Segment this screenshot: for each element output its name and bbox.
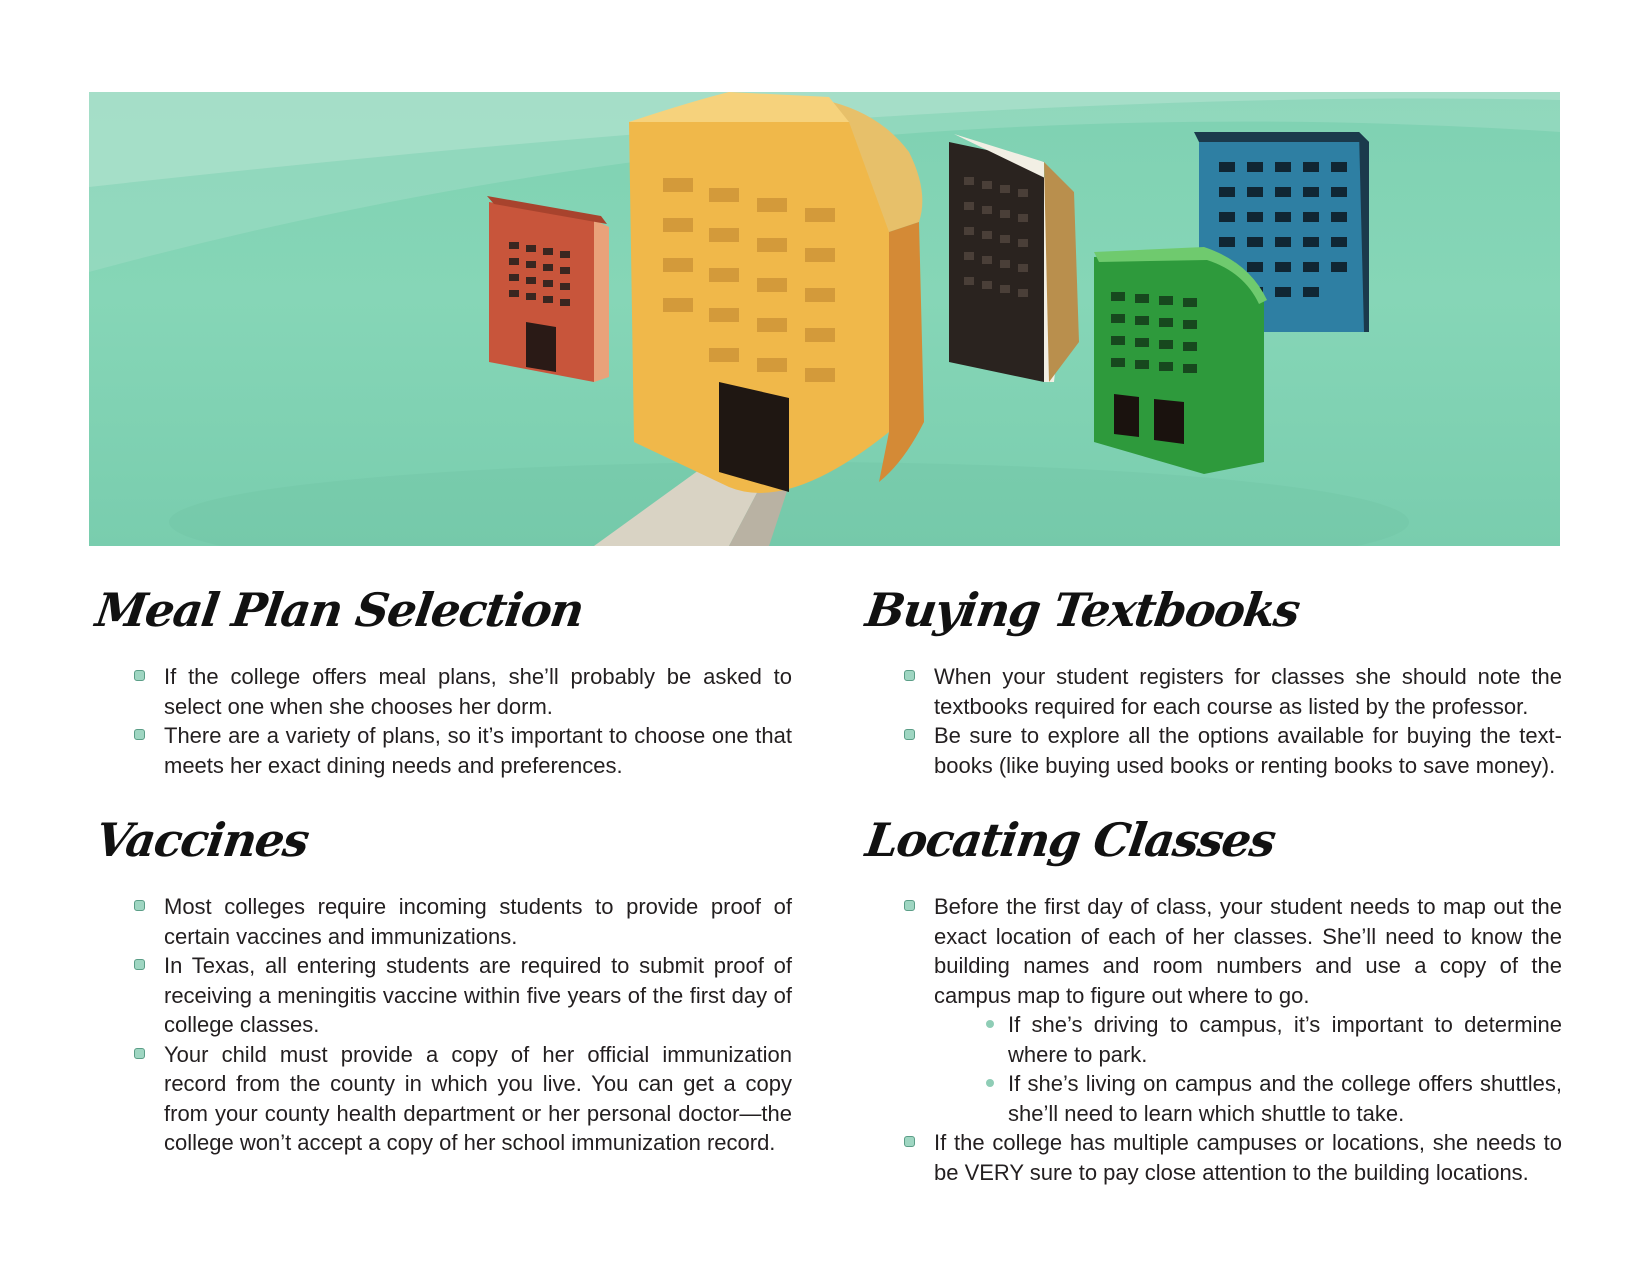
sub-list-item: If she’s driving to campus, it’s important to determine where to park. bbox=[1008, 1010, 1562, 1069]
list-item-text: Before the first day of class, your student needs to map out the exact location of each of her classes. She’ll need to know the building names and room numbers and use a copy of the campus map to figure out where to go. bbox=[934, 894, 1562, 1008]
list-item: If the college has multiple campuses or locations, she needs to be VERY sure to pay close attention to the building locations. bbox=[934, 1128, 1562, 1187]
locating-classes-heading: Locating Classes bbox=[862, 813, 1279, 867]
green-book-building bbox=[1094, 247, 1267, 474]
list-item: When your student registers for classes she should note the textbooks required for each course as listed by the professor. bbox=[934, 662, 1562, 721]
list-item: Most colleges require incoming students to provide proof of certain vaccines and immunizations. bbox=[164, 892, 792, 951]
list-item: Your child must provide a copy of her official immunization record from the county in which you live. You can get a copy from your county health department or her personal doctor—the college won’t accept a copy of her school immunization record. bbox=[164, 1040, 792, 1158]
left-column bbox=[92, 580, 792, 1188]
right-column bbox=[862, 580, 1562, 1217]
meal-plan-list bbox=[92, 662, 792, 780]
black-book-building bbox=[949, 134, 1079, 382]
book-buildings-illustration bbox=[89, 92, 1560, 546]
vaccines-list bbox=[92, 892, 792, 1158]
locating-classes-list bbox=[862, 892, 1562, 1187]
list-item: There are a variety of plans, so it’s important to choose one that meets her exact dining needs and preferences. bbox=[164, 721, 792, 780]
hero-illustration bbox=[89, 92, 1560, 546]
yellow-book-building bbox=[629, 92, 924, 493]
textbooks-section bbox=[862, 580, 1562, 780]
locating-classes-section bbox=[862, 810, 1562, 1187]
sub-list-item: If she’s living on campus and the college offers shuttles, she’ll need to learn which shuttle to take. bbox=[1008, 1069, 1562, 1128]
vaccines-section bbox=[92, 810, 792, 1158]
vaccines-heading: Vaccines bbox=[92, 813, 312, 867]
list-item: Be sure to explore all the options available for buying the textbooks (like buying used books or renting books to save money). bbox=[934, 721, 1562, 780]
list-item bbox=[934, 892, 1562, 1128]
textbooks-heading: Buying Textbooks bbox=[862, 583, 1303, 637]
list-item: If the college offers meal plans, she’ll probably be asked to select one when she chooses her dorm. bbox=[164, 662, 792, 721]
meal-plan-heading: Meal Plan Selection bbox=[92, 583, 587, 637]
sub-list bbox=[934, 1010, 1562, 1128]
textbooks-list bbox=[862, 662, 1562, 780]
red-book-building bbox=[487, 196, 609, 382]
list-item: In Texas, all entering students are required to submit proof of receiving a meningitis vaccine within five years of the first day of college classes. bbox=[164, 951, 792, 1040]
meal-plan-section bbox=[92, 580, 792, 780]
